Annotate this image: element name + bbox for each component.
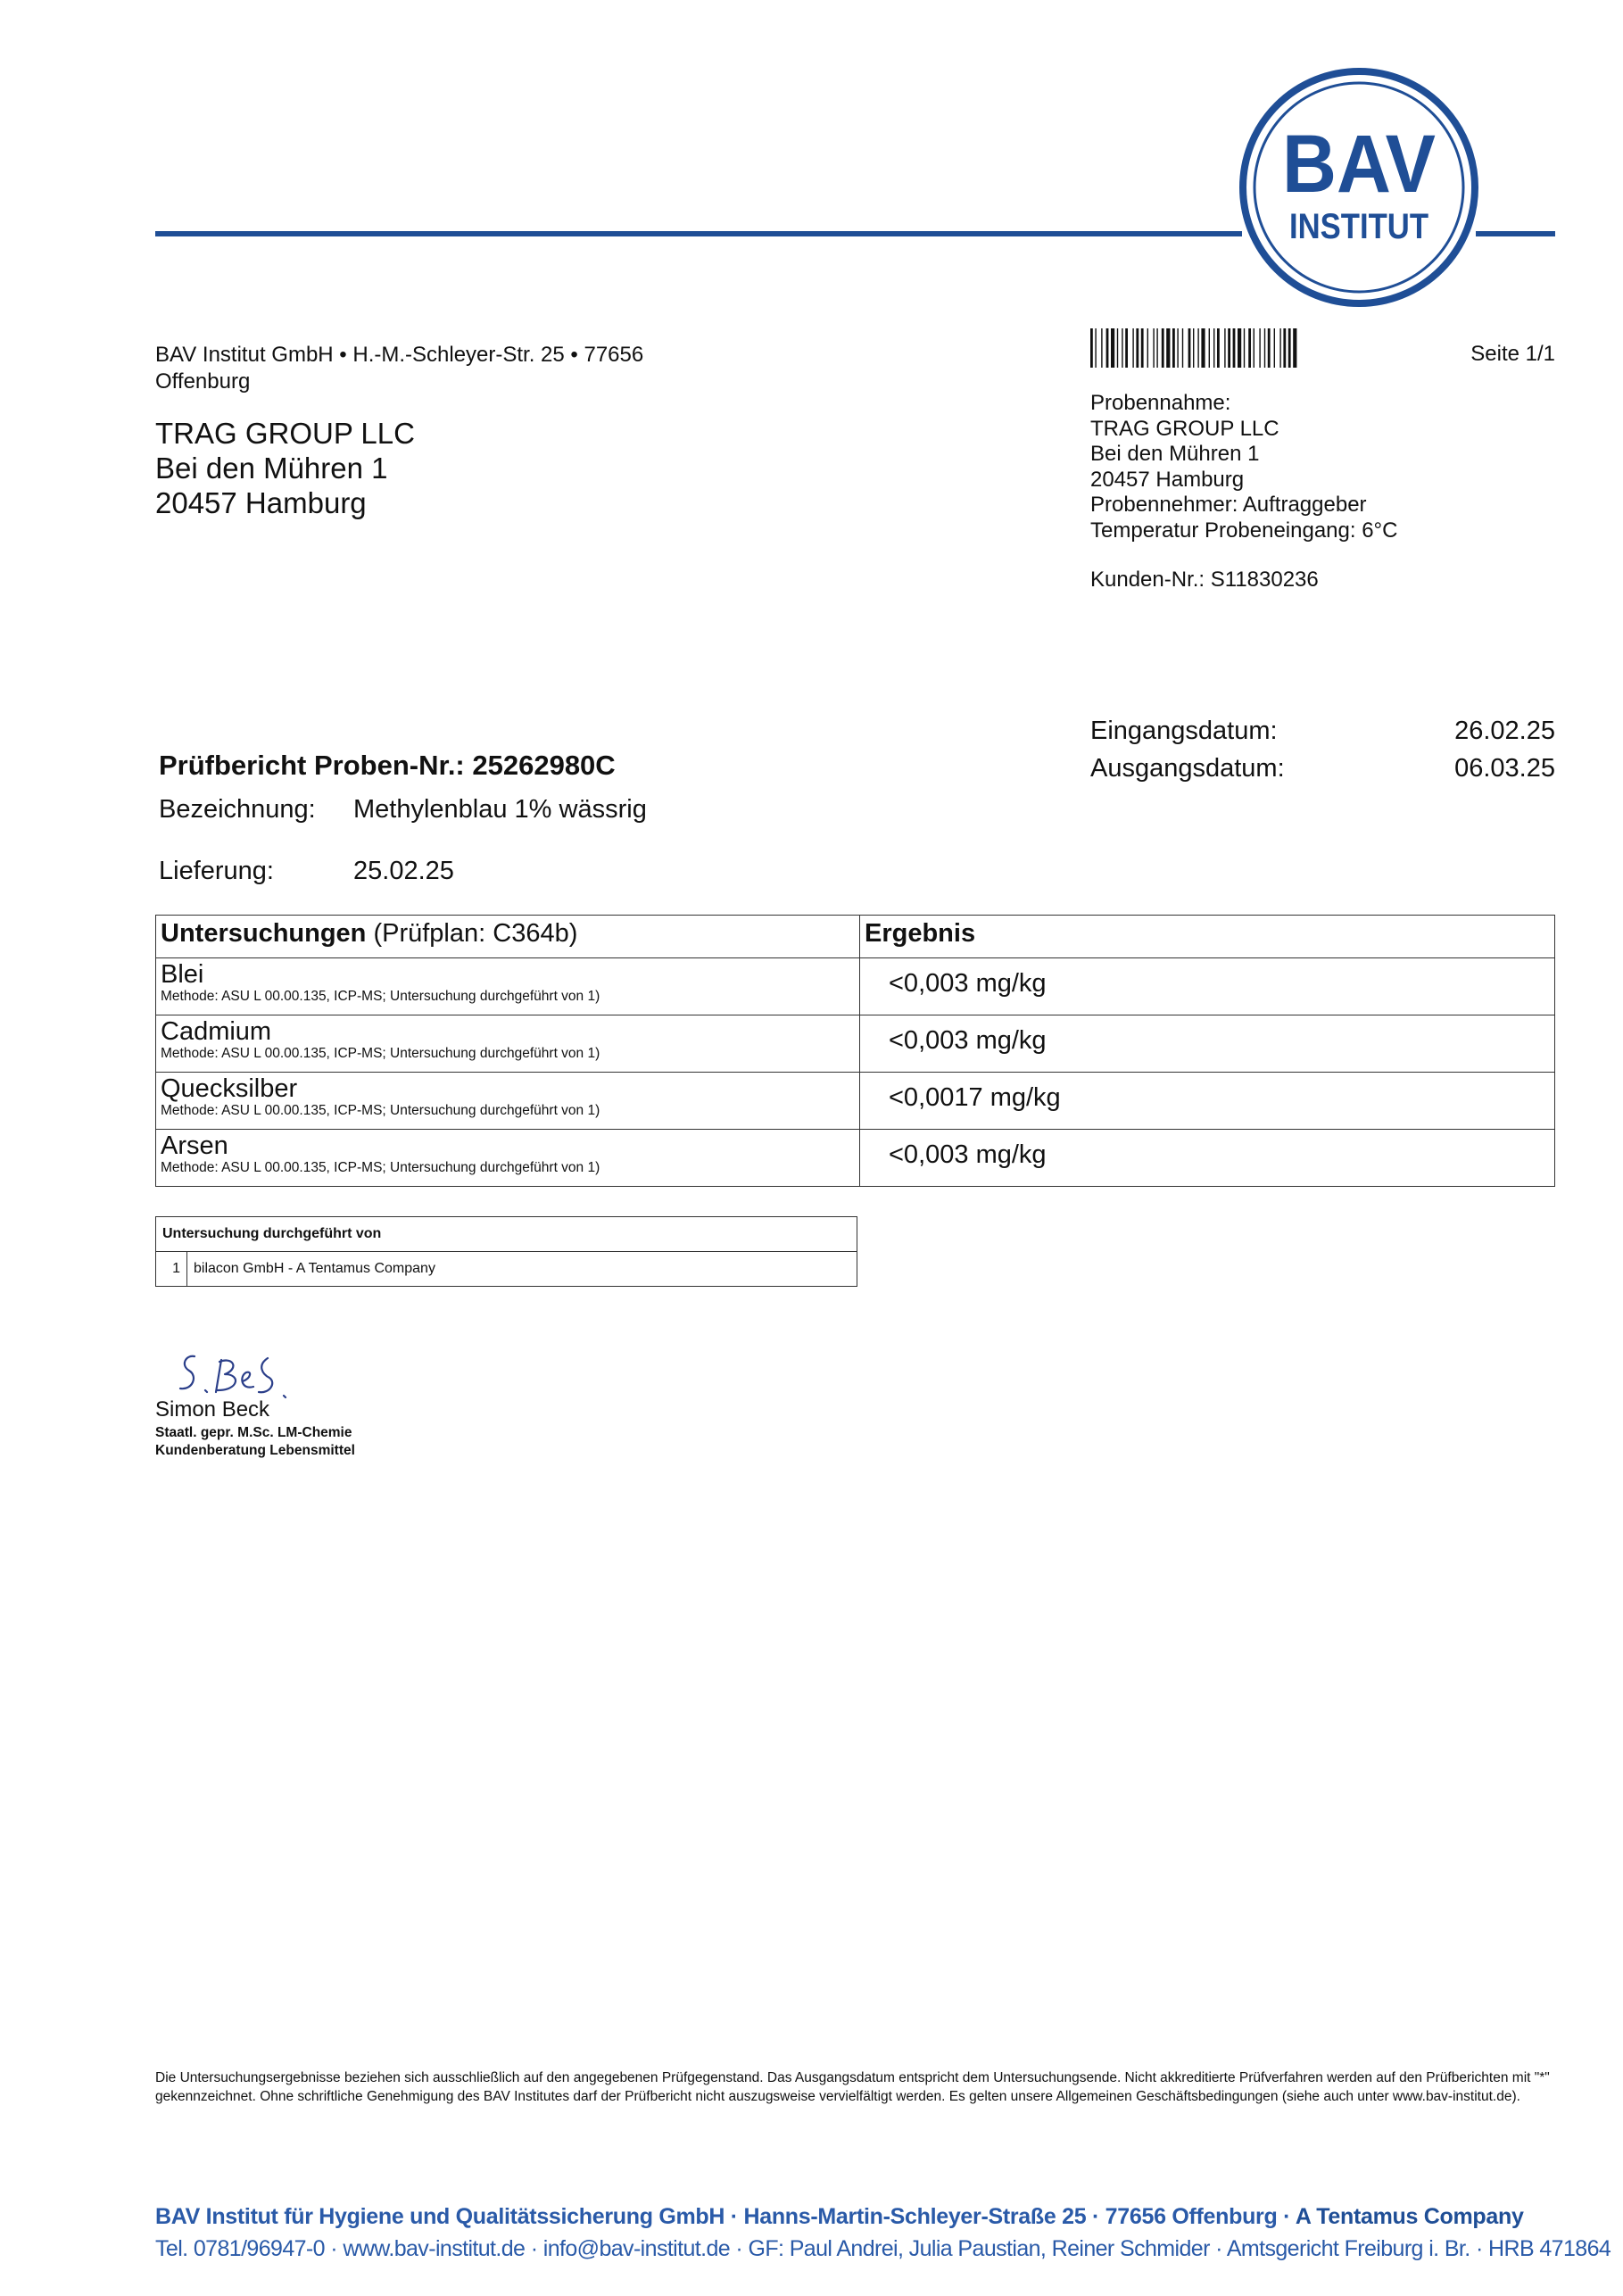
test-method: Methode: ASU L 00.00.135, ICP-MS; Untersuchung durchgeführt von 1) [161, 1160, 600, 1175]
header-rule-right [1476, 231, 1555, 236]
sampling-street: Bei den Mühren 1 [1090, 442, 1260, 466]
barcode-bar [1166, 328, 1170, 368]
barcode-bar [1248, 328, 1251, 368]
sampling-sampler: Probennehmer: Auftraggeber [1090, 493, 1367, 517]
received-date-row [1090, 712, 1555, 750]
test-method: Methode: ASU L 00.00.135, ICP-MS; Untersuchung durchgeführt von 1) [161, 1103, 600, 1118]
barcode-bar [1090, 328, 1093, 368]
barcode-bar [1188, 328, 1191, 368]
customer-number: Kunden-Nr.: S11830236 [1090, 568, 1319, 592]
test-result: <0,0017 mg/kg [860, 1073, 1555, 1130]
barcode [1090, 328, 1369, 368]
barcode-bar [1213, 328, 1214, 368]
barcode-bar [1217, 328, 1220, 368]
recipient-street: Bei den Mühren 1 [155, 452, 388, 485]
test-result: <0,003 mg/kg [860, 1015, 1555, 1073]
barcode-bar [1293, 328, 1296, 368]
page-number: Seite 1/1 [1470, 342, 1555, 366]
test-name: Blei [161, 960, 204, 989]
received-date-label: Eingangsdatum: [1090, 717, 1278, 745]
designation-value: Methylenblau 1% wässrig [353, 795, 647, 824]
barcode-bar [1228, 328, 1230, 368]
table-row [156, 958, 1555, 1015]
footer-contact-line: Tel. 0781/96947-0 · www.bav-institut.de · info@bav-institut.de · GF: Paul Andrei, Julia Paustian, Reiner Schmider · Amtsgericht Freiburg i. Br. · HRB 471864 [155, 2236, 1611, 2261]
test-result: <0,003 mg/kg [860, 958, 1555, 1015]
signer-name: Simon Beck [155, 1397, 270, 1422]
logo-text-institut: INSTITUT [1289, 207, 1428, 246]
barcode-bar [1136, 328, 1139, 368]
tests-header-label: Untersuchungen [161, 919, 367, 948]
barcode-bar [1095, 328, 1096, 368]
barcode-bar [1111, 328, 1114, 368]
tests-header-plan: (Prüfplan: C364b) [366, 919, 578, 948]
lab-name: bilacon GmbH - A Tentamus Company [187, 1252, 857, 1287]
test-cell [156, 1073, 860, 1130]
sender-line-2: Offenburg [155, 369, 251, 394]
barcode-bar [1279, 328, 1280, 368]
footer-company-line [155, 2204, 1524, 2230]
issued-date-row [1090, 750, 1555, 787]
issued-date-value: 06.03.25 [1454, 754, 1555, 783]
footer-tentamus: A Tentamus Company [1295, 2204, 1524, 2229]
recipient-address [155, 416, 415, 520]
table-row [156, 1015, 1555, 1073]
barcode-bar [1101, 328, 1102, 368]
report-dates [1090, 712, 1555, 787]
barcode-bar [1201, 328, 1205, 368]
lab-header-row [156, 1217, 857, 1252]
table-row [156, 1073, 1555, 1130]
test-cell [156, 1130, 860, 1187]
test-name: Arsen [161, 1131, 228, 1160]
barcode-bar [1254, 328, 1255, 368]
test-result: <0,003 mg/kg [860, 1130, 1555, 1187]
barcode-bar [1141, 328, 1144, 368]
sampling-temperature: Temperatur Probeneingang: 6°C [1090, 518, 1398, 543]
barcode-bar [1274, 328, 1275, 368]
sampling-city: 20457 Hamburg [1090, 467, 1245, 492]
disclaimer: Die Untersuchungsergebnisse beziehen sich ausschließlich auf den angegebenen Prüfgegenstand. Das Ausgangsdatum entspricht dem Untersuchungsende. Nicht akkreditierte Prüfverfahren werden auf den Prüfberichten mit "*" gekennzeichnet. Ohne schriftliche Genehmigung des BAV Institutes darf der Prüfbericht nicht auszugsweise vervielfältigt werden. Es gelten unsere Allgemeinen Geschäftsbedingungen (siehe auch unter www.bav-institut.de). [155, 2070, 1550, 2104]
barcode-bar [1106, 328, 1109, 368]
recipient-company: TRAG GROUP LLC [155, 417, 415, 450]
barcode-bar [1288, 328, 1291, 368]
barcode-bar [1117, 328, 1118, 368]
sampling-heading: Probennahme: [1090, 391, 1231, 415]
results-header-row [156, 916, 1555, 958]
logo-text-bav: BAV [1282, 119, 1436, 210]
signer-title: Staatl. gepr. M.Sc. LM-Chemie [155, 1425, 352, 1440]
delivery-label: Lieferung: [159, 857, 274, 885]
table-row [156, 1252, 857, 1287]
sampling-company: TRAG GROUP LLC [1090, 416, 1279, 441]
barcode-bar [1283, 328, 1286, 368]
barcode-bar [1156, 328, 1157, 368]
designation-label: Bezeichnung: [159, 795, 316, 824]
handwritten-signature [170, 1339, 303, 1401]
sender-line-1: BAV Institut GmbH • H.-M.-Schleyer-Str. 25 • 77656 [155, 343, 644, 367]
barcode-bar [1147, 328, 1148, 368]
barcode-bar [1244, 328, 1245, 368]
footer-company-text: BAV Institut für Hygiene und Qualitätssicherung GmbH · Hanns-Martin-Schleyer-Straße 25 · 77656 Offenburg · [155, 2204, 1296, 2229]
test-method: Methode: ASU L 00.00.135, ICP-MS; Untersuchung durchgeführt von 1) [161, 1046, 600, 1061]
test-name: Quecksilber [161, 1074, 298, 1103]
recipient-city: 20457 Hamburg [155, 486, 367, 519]
signer-department: Kundenberatung Lebensmittel [155, 1443, 355, 1458]
barcode-bar [1238, 328, 1241, 368]
received-date-value: 26.02.25 [1454, 717, 1555, 745]
test-method: Methode: ASU L 00.00.135, ICP-MS; Untersuchung durchgeführt von 1) [161, 989, 600, 1004]
barcode-bar [1132, 328, 1133, 368]
barcode-bar [1125, 328, 1128, 368]
barcode-bar [1224, 328, 1225, 368]
bav-institut-logo [1238, 67, 1479, 308]
table-row [156, 1130, 1555, 1187]
barcode-bar [1197, 328, 1198, 368]
tests-header [156, 916, 860, 958]
issued-date-label: Ausgangsdatum: [1090, 754, 1285, 783]
lab-header: Untersuchung durchgeführt von [156, 1217, 857, 1252]
results-table [155, 915, 1555, 1187]
test-cell [156, 1015, 860, 1073]
delivery-value: 25.02.25 [353, 857, 454, 885]
barcode-bar [1268, 328, 1271, 368]
barcode-bar [1259, 328, 1260, 368]
test-name: Cadmium [161, 1017, 272, 1046]
result-header [860, 916, 1555, 958]
barcode-bar [1172, 328, 1175, 368]
test-cell [156, 958, 860, 1015]
result-header-label: Ergebnis [865, 919, 976, 948]
barcode-bar [1193, 328, 1194, 368]
barcode-bar [1182, 328, 1183, 368]
barcode-bar [1153, 328, 1154, 368]
sender-address [155, 342, 726, 395]
sampling-info [1090, 391, 1397, 543]
lab-table [155, 1216, 857, 1287]
barcode-bar [1177, 328, 1178, 368]
barcode-bar [1264, 328, 1265, 368]
lab-number: 1 [156, 1252, 187, 1287]
barcode-bar [1162, 328, 1164, 368]
report-title: Prüfbericht Proben-Nr.: 25262980C [159, 750, 616, 781]
header-rule-left [155, 231, 1242, 236]
barcode-bar [1209, 328, 1210, 368]
barcode-bar [1233, 328, 1236, 368]
